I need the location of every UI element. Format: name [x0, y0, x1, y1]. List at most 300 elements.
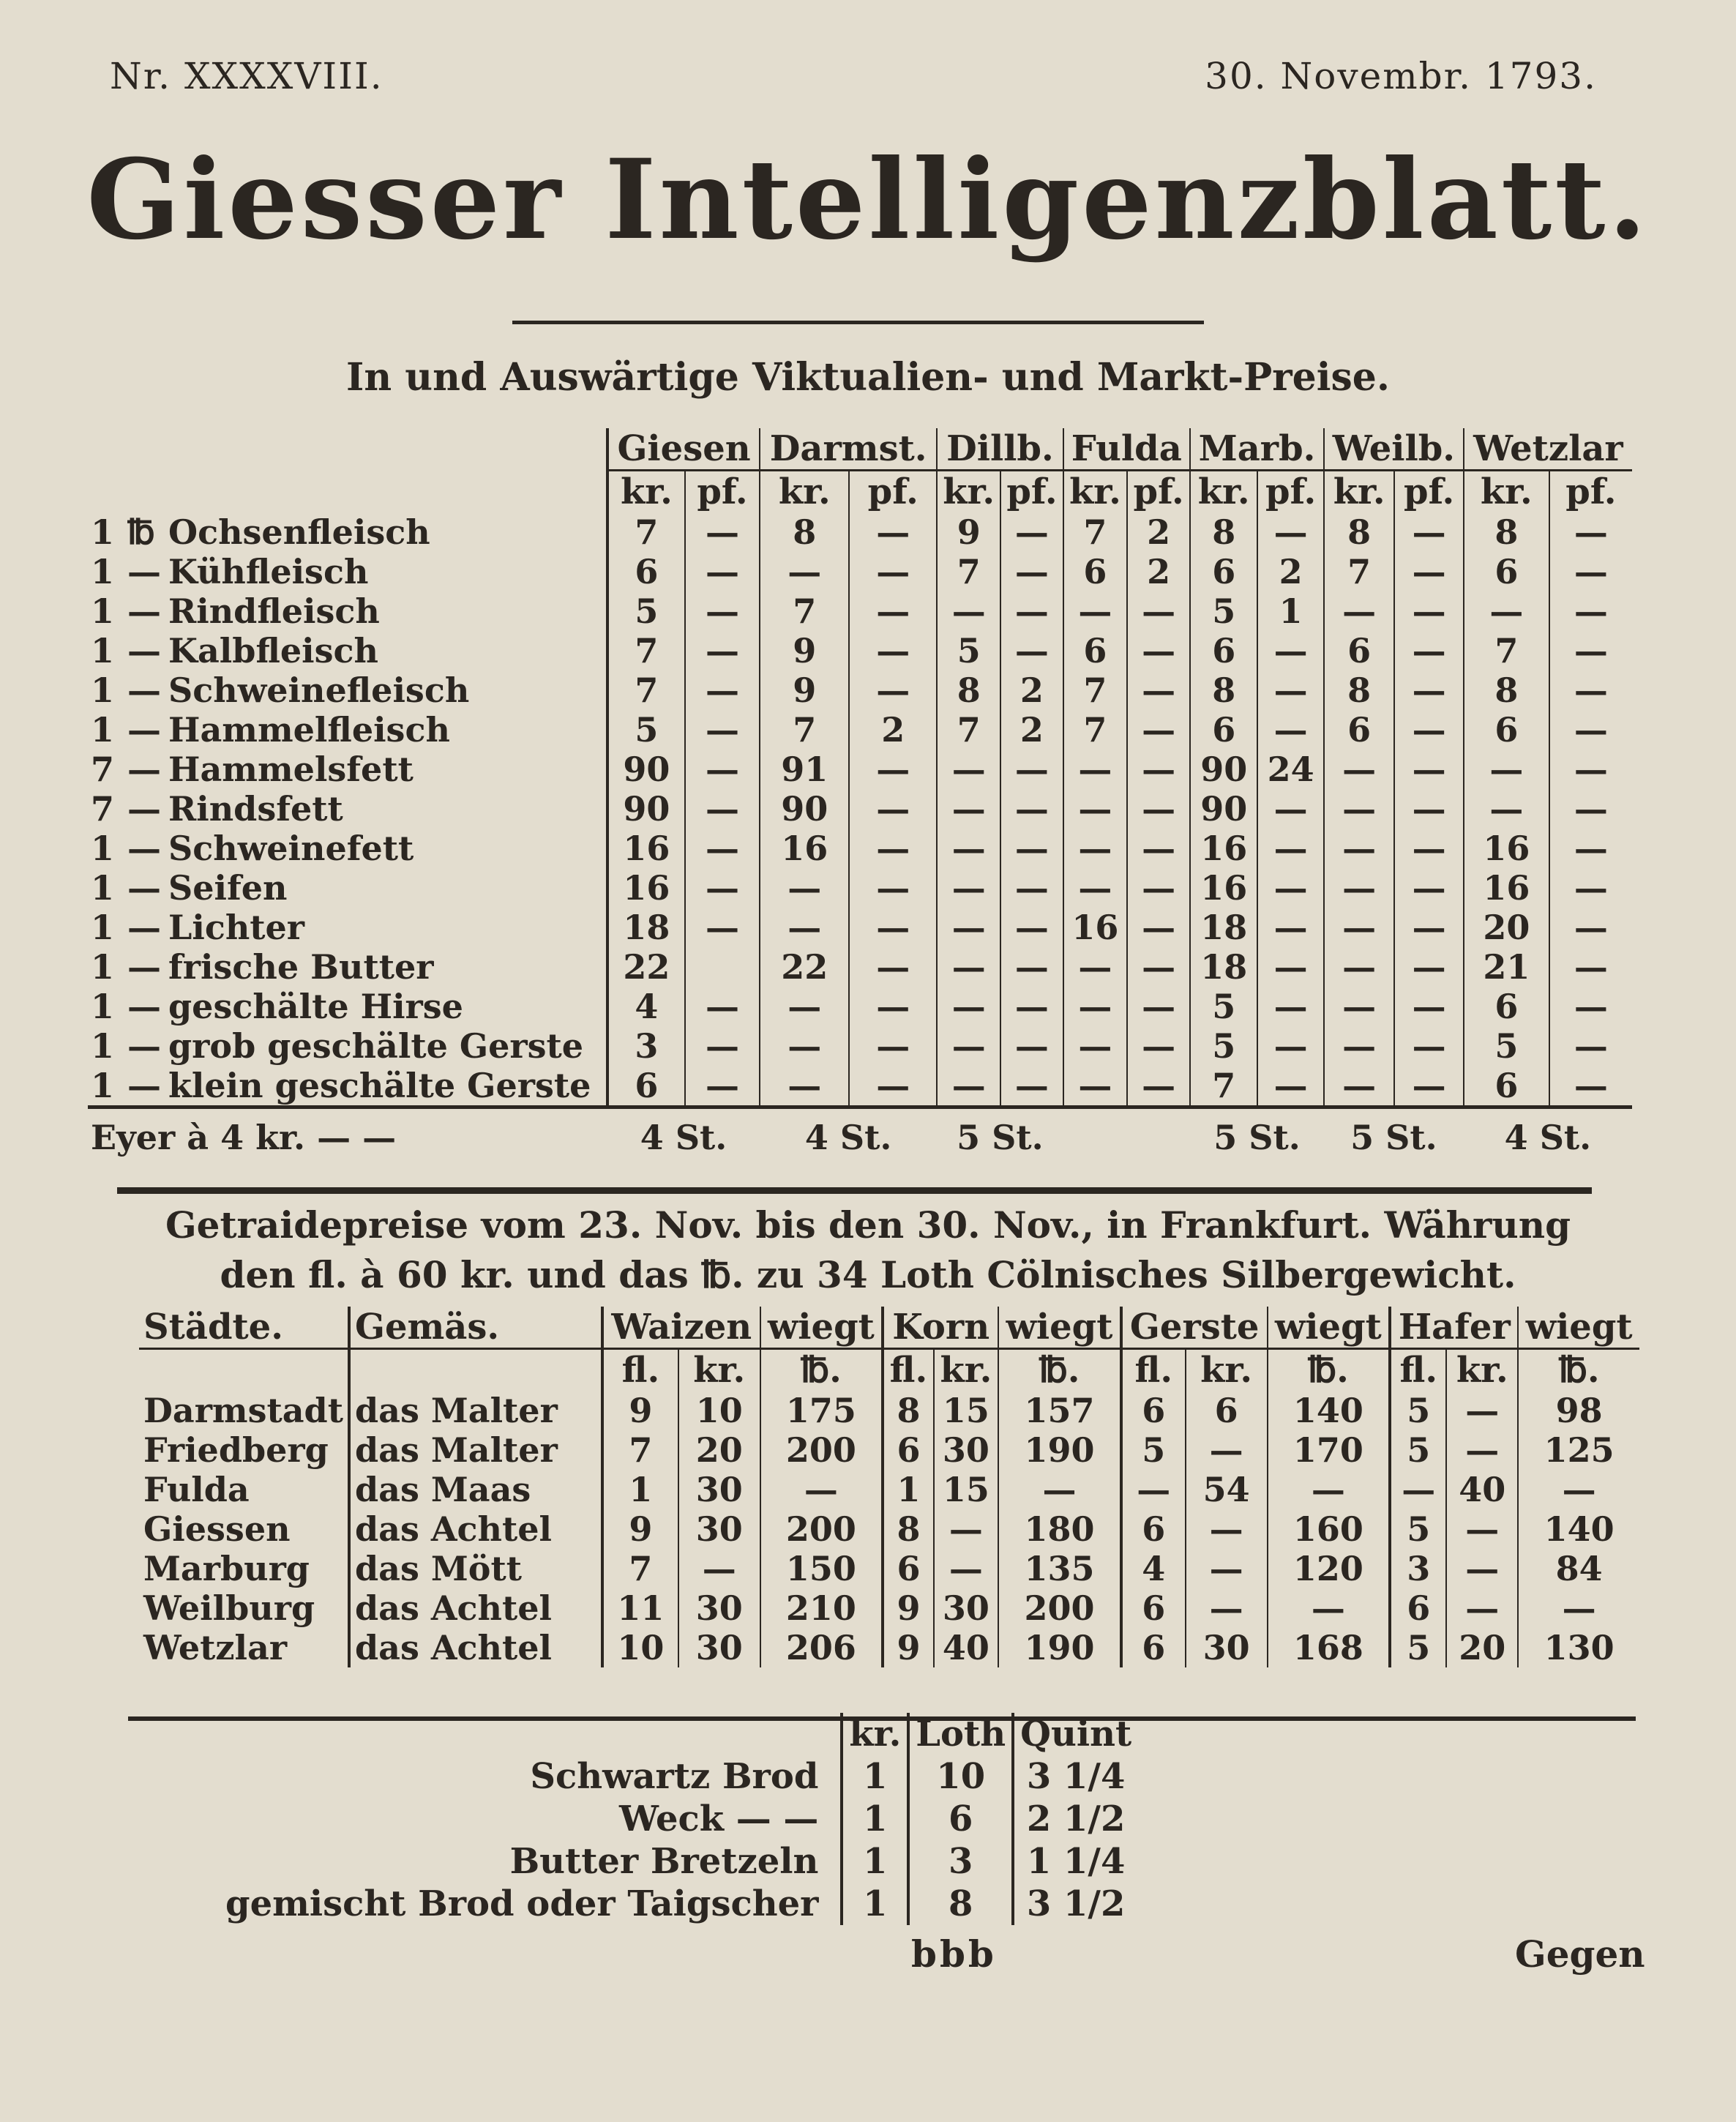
- market-price-cell: 20: [1464, 908, 1549, 947]
- item-quantity: 1: [91, 947, 115, 987]
- market-price-cell: —: [760, 1066, 849, 1107]
- market-unit-6-0: kr.: [1464, 471, 1549, 513]
- market-price-cell: —: [937, 591, 1000, 631]
- market-price-cell: 7: [1063, 710, 1128, 750]
- market-price-cell: —: [1127, 670, 1190, 710]
- market-price-cell: 6: [1464, 710, 1549, 750]
- grain-price-cell: 15: [934, 1470, 998, 1509]
- market-price-cell: 4: [607, 987, 685, 1026]
- market-price-cell: —: [1324, 829, 1394, 868]
- market-price-cell: —: [1257, 670, 1324, 710]
- market-item: [88, 670, 607, 710]
- bread-value: 3: [908, 1840, 1013, 1883]
- market-price-cell: —: [1394, 987, 1464, 1026]
- market-price-cell: —: [1257, 631, 1324, 670]
- market-price-cell: —: [1549, 670, 1632, 710]
- grain-price-cell: 54: [1186, 1470, 1268, 1509]
- grain-unit-0: fl.: [602, 1349, 678, 1391]
- market-price-cell: 16: [1063, 908, 1128, 947]
- market-price-cell: —: [1127, 947, 1190, 987]
- market-price-cell: —: [1394, 750, 1464, 789]
- grain-price-cell: 6: [1121, 1509, 1186, 1549]
- market-price-cell: 16: [607, 829, 685, 868]
- item-unit: —: [127, 908, 161, 947]
- market-price-cell: —: [1127, 1066, 1190, 1107]
- grain-unit-11: ℔.: [1518, 1349, 1639, 1391]
- market-price-cell: 6: [1464, 1066, 1549, 1107]
- grain-price-cell: 84: [1518, 1549, 1639, 1588]
- market-price-cell: —: [1063, 947, 1128, 987]
- grain-price-cell: 30: [1186, 1628, 1268, 1667]
- market-price-cell: 21: [1464, 947, 1549, 987]
- market-price-cell: —: [937, 789, 1000, 829]
- market-unit-0-0: kr.: [607, 471, 685, 513]
- market-price-cell: —: [685, 631, 760, 670]
- bread-value: 6: [908, 1798, 1013, 1840]
- market-item: [88, 552, 607, 591]
- market-city-0: Giesen: [607, 428, 760, 471]
- market-item: [88, 1026, 607, 1066]
- grain-price-cell: 120: [1268, 1549, 1391, 1588]
- grain-price-cell: 15: [934, 1391, 998, 1430]
- market-price-cell: —: [1000, 868, 1063, 908]
- market-row: [88, 987, 1632, 1026]
- bread-value: 3 1/2: [1013, 1883, 1137, 1925]
- grain-price-cell: —: [1446, 1509, 1518, 1549]
- item-unit: —: [127, 987, 161, 1026]
- market-city-header: [88, 428, 1632, 471]
- market-price-cell: —: [1000, 1066, 1063, 1107]
- grain-head-measure: Gemäs.: [349, 1307, 602, 1349]
- market-unit-3-1: pf.: [1127, 471, 1190, 513]
- grain-price-cell: 125: [1518, 1430, 1639, 1470]
- market-item: [88, 1066, 607, 1107]
- grain-price-cell: 180: [998, 1509, 1121, 1549]
- market-city-1: Darmst.: [760, 428, 937, 471]
- eggs-count: 4 St.: [1464, 1107, 1632, 1164]
- market-price-cell: —: [1127, 868, 1190, 908]
- market-price-cell: 6: [607, 552, 685, 591]
- market-price-cell: —: [685, 512, 760, 552]
- grain-price-cell: —: [1186, 1509, 1268, 1549]
- market-price-cell: —: [1257, 829, 1324, 868]
- market-price-cell: —: [1549, 1066, 1632, 1107]
- item-unit: —: [127, 750, 161, 789]
- market-price-cell: 5: [1464, 1026, 1549, 1066]
- grain-price-cell: 157: [998, 1391, 1121, 1430]
- grain-price-cell: 150: [760, 1549, 883, 1588]
- market-price-cell: —: [1257, 789, 1324, 829]
- market-price-cell: —: [937, 868, 1000, 908]
- item-name: frische Butter: [168, 947, 434, 987]
- market-price-cell: —: [1063, 750, 1128, 789]
- market-price-cell: 9: [760, 631, 849, 670]
- market-price-cell: 8: [1190, 512, 1257, 552]
- market-price-cell: —: [1549, 591, 1632, 631]
- market-price-cell: —: [1257, 710, 1324, 750]
- market-price-cell: —: [1549, 710, 1632, 750]
- item-name: Kalbfleisch: [168, 631, 378, 670]
- grain-title-line-1: Getraidepreise vom 23. Nov. bis den 30. Nov., in Frankfurt. Währung: [165, 1203, 1571, 1247]
- eggs-count: 5 St.: [1190, 1107, 1324, 1164]
- market-price-cell: —: [1394, 591, 1464, 631]
- bread-head-0: kr.: [842, 1713, 908, 1755]
- grain-price-cell: 98: [1518, 1391, 1639, 1430]
- market-price-cell: —: [1127, 908, 1190, 947]
- market-price-cell: —: [685, 868, 760, 908]
- bread-name: Weck — —: [618, 1798, 819, 1839]
- grain-price-cell: 5: [1390, 1509, 1446, 1549]
- market-price-cell: —: [849, 591, 937, 631]
- grain-price-cell: 6: [1186, 1391, 1268, 1430]
- market-price-cell: —: [849, 670, 937, 710]
- grain-price-cell: —: [934, 1549, 998, 1588]
- grain-measure: das Achtel: [349, 1588, 602, 1628]
- grain-price-cell: 5: [1390, 1628, 1446, 1667]
- bread-value: 1: [842, 1840, 908, 1883]
- market-price-cell: 8: [1324, 670, 1394, 710]
- market-city-2: Dillb.: [937, 428, 1063, 471]
- market-price-cell: 8: [760, 512, 849, 552]
- grain-price-cell: 5: [1390, 1430, 1446, 1470]
- bread-head-2: Quint: [1013, 1713, 1137, 1755]
- market-unit-5-0: kr.: [1324, 471, 1394, 513]
- grain-price-cell: 6: [883, 1549, 933, 1588]
- market-price-cell: —: [1324, 789, 1394, 829]
- market-row: [88, 1066, 1632, 1107]
- market-price-cell: 7: [1063, 512, 1128, 552]
- item-name: grob geschälte Gerste: [168, 1026, 584, 1066]
- grain-unit-10: kr.: [1446, 1349, 1518, 1391]
- grain-price-cell: 10: [602, 1628, 678, 1667]
- market-price-cell: 2: [1000, 670, 1063, 710]
- bread-value: 8: [908, 1883, 1013, 1925]
- market-price-cell: —: [1063, 789, 1128, 829]
- grain-price-cell: —: [1186, 1588, 1268, 1628]
- market-price-cell: 90: [1190, 750, 1257, 789]
- market-price-cell: 7: [937, 710, 1000, 750]
- grain-price-cell: 170: [1268, 1430, 1391, 1470]
- grain-price-cell: 30: [678, 1509, 760, 1549]
- market-price-cell: 7: [760, 710, 849, 750]
- bread-value: 1: [842, 1755, 908, 1798]
- market-price-cell: 8: [1190, 670, 1257, 710]
- market-price-cell: 8: [1324, 512, 1394, 552]
- market-price-cell: —: [1127, 789, 1190, 829]
- grain-price-cell: 190: [998, 1628, 1121, 1667]
- market-item: [88, 789, 607, 829]
- market-price-cell: —: [1394, 829, 1464, 868]
- market-price-cell: 16: [1464, 868, 1549, 908]
- market-price-cell: —: [1127, 1026, 1190, 1066]
- item-name: Schweinefett: [168, 829, 414, 868]
- market-unit-3-0: kr.: [1063, 471, 1128, 513]
- market-price-cell: 7: [1324, 552, 1394, 591]
- market-price-cell: 90: [607, 750, 685, 789]
- grain-city: Wetzlar: [143, 1628, 288, 1667]
- item-unit: —: [127, 1066, 161, 1105]
- market-price-cell: —: [1063, 987, 1128, 1026]
- grain-city: Marburg: [143, 1549, 310, 1588]
- market-price-cell: 7: [1464, 631, 1549, 670]
- market-price-cell: —: [1549, 512, 1632, 552]
- eggs-count: 5 St.: [937, 1107, 1063, 1164]
- market-price-cell: —: [1063, 1026, 1128, 1066]
- market-city-5: Weilb.: [1324, 428, 1464, 471]
- grain-price-cell: 9: [602, 1509, 678, 1549]
- market-price-cell: —: [849, 512, 937, 552]
- grain-price-cell: 140: [1268, 1391, 1391, 1430]
- section-rule: [117, 1187, 1592, 1194]
- grain-measure: das Achtel: [349, 1509, 602, 1549]
- market-item: [88, 908, 607, 947]
- market-price-cell: 6: [1464, 987, 1549, 1026]
- market-price-cell: —: [1063, 868, 1128, 908]
- market-price-cell: —: [1549, 868, 1632, 908]
- bread-value: 1: [842, 1883, 908, 1925]
- grain-price-cell: 7: [602, 1430, 678, 1470]
- grain-price-cell: —: [1186, 1430, 1268, 1470]
- item-unit: —: [127, 947, 161, 987]
- grain-row: [139, 1391, 1639, 1430]
- market-price-cell: —: [1324, 947, 1394, 987]
- bread-value: 1: [842, 1798, 908, 1840]
- grain-price-cell: 9: [602, 1391, 678, 1430]
- market-price-cell: —: [937, 1066, 1000, 1107]
- market-item: [88, 987, 607, 1026]
- item-quantity: 1: [91, 1026, 115, 1066]
- market-price-cell: 2: [849, 710, 937, 750]
- grain-price-cell: 135: [998, 1549, 1121, 1588]
- item-quantity: 7: [91, 789, 115, 829]
- grain-price-cell: —: [1446, 1430, 1518, 1470]
- market-price-cell: 5: [937, 631, 1000, 670]
- grain-price-cell: 1: [602, 1470, 678, 1509]
- item-unit: —: [127, 591, 161, 631]
- market-price-cell: —: [849, 1066, 937, 1107]
- market-price-cell: —: [937, 908, 1000, 947]
- grain-measure: das Mött: [349, 1549, 602, 1588]
- eggs-label: Eyer à 4 kr. — —: [88, 1107, 607, 1164]
- market-price-cell: —: [1394, 631, 1464, 670]
- market-unit-1-1: pf.: [849, 471, 937, 513]
- item-quantity: 7: [91, 750, 115, 789]
- market-price-cell: —: [685, 1066, 760, 1107]
- market-price-cell: —: [760, 1026, 849, 1066]
- market-price-cell: —: [1000, 908, 1063, 947]
- grain-price-cell: —: [1390, 1470, 1446, 1509]
- grain-price-cell: —: [1121, 1470, 1186, 1509]
- market-price-cell: 8: [1464, 512, 1549, 552]
- grain-price-cell: 200: [760, 1430, 883, 1470]
- market-price-cell: —: [1324, 908, 1394, 947]
- grain-price-cell: —: [1186, 1549, 1268, 1588]
- market-price-cell: —: [1549, 789, 1632, 829]
- market-city-4: Marb.: [1190, 428, 1324, 471]
- grain-measure: das Malter: [349, 1391, 602, 1430]
- eggs-count: 4 St.: [760, 1107, 937, 1164]
- grain-unit-4: kr.: [934, 1349, 998, 1391]
- grain-price-cell: 6: [1121, 1391, 1186, 1430]
- grain-group-4: Gerste: [1121, 1307, 1268, 1349]
- market-unit-2-0: kr.: [937, 471, 1000, 513]
- market-row: [88, 552, 1632, 591]
- market-price-cell: [685, 947, 760, 987]
- grain-price-cell: 206: [760, 1628, 883, 1667]
- item-quantity: 1: [91, 868, 115, 908]
- grain-row: [139, 1430, 1639, 1470]
- grain-price-cell: —: [1518, 1470, 1639, 1509]
- grain-head-city: Städte.: [139, 1307, 349, 1349]
- bread-value: 2 1/2: [1013, 1798, 1137, 1840]
- market-price-cell: —: [1127, 750, 1190, 789]
- item-name: Rindsfett: [168, 789, 343, 829]
- market-price-cell: —: [685, 670, 760, 710]
- market-price-cell: 2: [1257, 552, 1324, 591]
- grain-price-cell: —: [1446, 1588, 1518, 1628]
- grain-group-header: [139, 1307, 1639, 1349]
- market-price-cell: —: [1324, 591, 1394, 631]
- market-price-cell: 91: [760, 750, 849, 789]
- market-price-cell: —: [1394, 868, 1464, 908]
- grain-price-cell: 6: [1121, 1588, 1186, 1628]
- item-quantity: 1: [91, 829, 115, 868]
- market-price-cell: —: [685, 750, 760, 789]
- item-unit: —: [127, 710, 161, 750]
- bread-row: [220, 1755, 1137, 1798]
- market-price-cell: —: [1324, 1066, 1394, 1107]
- grain-price-cell: 9: [883, 1628, 933, 1667]
- item-name: Seifen: [168, 868, 288, 908]
- market-price-cell: —: [1000, 631, 1063, 670]
- market-price-cell: —: [1000, 591, 1063, 631]
- grain-row: [139, 1549, 1639, 1588]
- grain-price-cell: 140: [1518, 1509, 1639, 1549]
- market-price-cell: —: [1394, 710, 1464, 750]
- market-price-cell: 7: [607, 631, 685, 670]
- market-price-cell: —: [760, 987, 849, 1026]
- market-city-3: Fulda: [1063, 428, 1190, 471]
- market-price-cell: —: [1324, 1026, 1394, 1066]
- item-name: Hammelsfett: [168, 750, 414, 789]
- bread-row: [220, 1883, 1137, 1925]
- market-row: [88, 947, 1632, 987]
- market-price-cell: —: [937, 1026, 1000, 1066]
- market-price-cell: 16: [1190, 868, 1257, 908]
- market-price-table: [88, 428, 1632, 1163]
- item-unit: —: [127, 552, 161, 591]
- grain-city: Weilburg: [143, 1588, 315, 1628]
- catchword: Gegen: [1515, 1932, 1645, 1976]
- market-price-cell: 6: [1324, 710, 1394, 750]
- grain-price-cell: 5: [1121, 1430, 1186, 1470]
- market-price-cell: 16: [607, 868, 685, 908]
- market-price-cell: —: [937, 750, 1000, 789]
- grain-price-cell: 3: [1390, 1549, 1446, 1588]
- grain-row: [139, 1588, 1639, 1628]
- grain-price-cell: 30: [678, 1588, 760, 1628]
- grain-price-cell: 10: [678, 1391, 760, 1430]
- market-row: [88, 670, 1632, 710]
- grain-price-cell: 5: [1390, 1391, 1446, 1430]
- grain-price-cell: 175: [760, 1391, 883, 1430]
- market-price-cell: 8: [937, 670, 1000, 710]
- market-price-cell: 22: [760, 947, 849, 987]
- grain-group-2: Korn: [883, 1307, 998, 1349]
- market-price-cell: —: [685, 789, 760, 829]
- market-price-cell: —: [760, 552, 849, 591]
- grain-price-cell: 160: [1268, 1509, 1391, 1549]
- market-price-cell: —: [1549, 631, 1632, 670]
- market-row: [88, 710, 1632, 750]
- market-price-cell: —: [1549, 552, 1632, 591]
- eggs-count: [1063, 1107, 1190, 1164]
- grain-price-cell: 210: [760, 1588, 883, 1628]
- market-price-cell: 7: [607, 670, 685, 710]
- grain-price-table: [139, 1307, 1639, 1667]
- market-price-cell: —: [685, 1026, 760, 1066]
- masthead-rule: [512, 321, 1204, 324]
- market-price-cell: —: [849, 1026, 937, 1066]
- market-price-cell: 5: [607, 710, 685, 750]
- grain-city: Giessen: [143, 1509, 291, 1549]
- grain-measure: das Achtel: [349, 1628, 602, 1667]
- item-quantity: 1: [91, 1066, 115, 1105]
- market-price-cell: —: [1063, 829, 1128, 868]
- grain-price-cell: 130: [1518, 1628, 1639, 1667]
- market-row: [88, 631, 1632, 670]
- market-price-cell: 9: [760, 670, 849, 710]
- item-quantity: 1: [91, 591, 115, 631]
- signature-mark: bbb: [911, 1932, 997, 1976]
- market-item: [88, 512, 607, 552]
- market-price-cell: —: [1394, 1026, 1464, 1066]
- item-quantity: 1: [91, 908, 115, 947]
- grain-unit-8: ℔.: [1268, 1349, 1391, 1391]
- item-name: Schweinefleisch: [168, 670, 470, 710]
- market-price-cell: 6: [1190, 710, 1257, 750]
- item-unit: —: [127, 631, 161, 670]
- market-price-cell: —: [1257, 987, 1324, 1026]
- market-price-cell: —: [1549, 987, 1632, 1026]
- grain-price-cell: 20: [1446, 1628, 1518, 1667]
- market-price-cell: 7: [1063, 670, 1128, 710]
- grain-price-cell: —: [1518, 1588, 1639, 1628]
- bread-value: 10: [908, 1755, 1013, 1798]
- market-price-cell: —: [1000, 947, 1063, 987]
- market-price-cell: —: [685, 908, 760, 947]
- grain-price-cell: 30: [678, 1628, 760, 1667]
- item-name: Hammelfleisch: [168, 710, 450, 750]
- market-row: [88, 868, 1632, 908]
- market-price-cell: —: [685, 591, 760, 631]
- market-price-cell: 24: [1257, 750, 1324, 789]
- market-price-cell: —: [1000, 750, 1063, 789]
- market-unit-header: [88, 471, 1632, 513]
- grain-price-cell: 9: [883, 1588, 933, 1628]
- masthead-title: Giesser Intelligenzblatt.: [86, 135, 1650, 264]
- market-price-cell: —: [1257, 908, 1324, 947]
- issue-date: 30. Novembr. 1793.: [1205, 55, 1597, 97]
- grain-city: Fulda: [143, 1470, 250, 1509]
- market-price-cell: 6: [1063, 552, 1128, 591]
- grain-measure: das Malter: [349, 1430, 602, 1470]
- market-price-cell: —: [1394, 947, 1464, 987]
- market-price-cell: —: [849, 750, 937, 789]
- market-unit-6-1: pf.: [1549, 471, 1632, 513]
- item-unit: —: [127, 789, 161, 829]
- grain-group-1: wiegt: [760, 1307, 883, 1349]
